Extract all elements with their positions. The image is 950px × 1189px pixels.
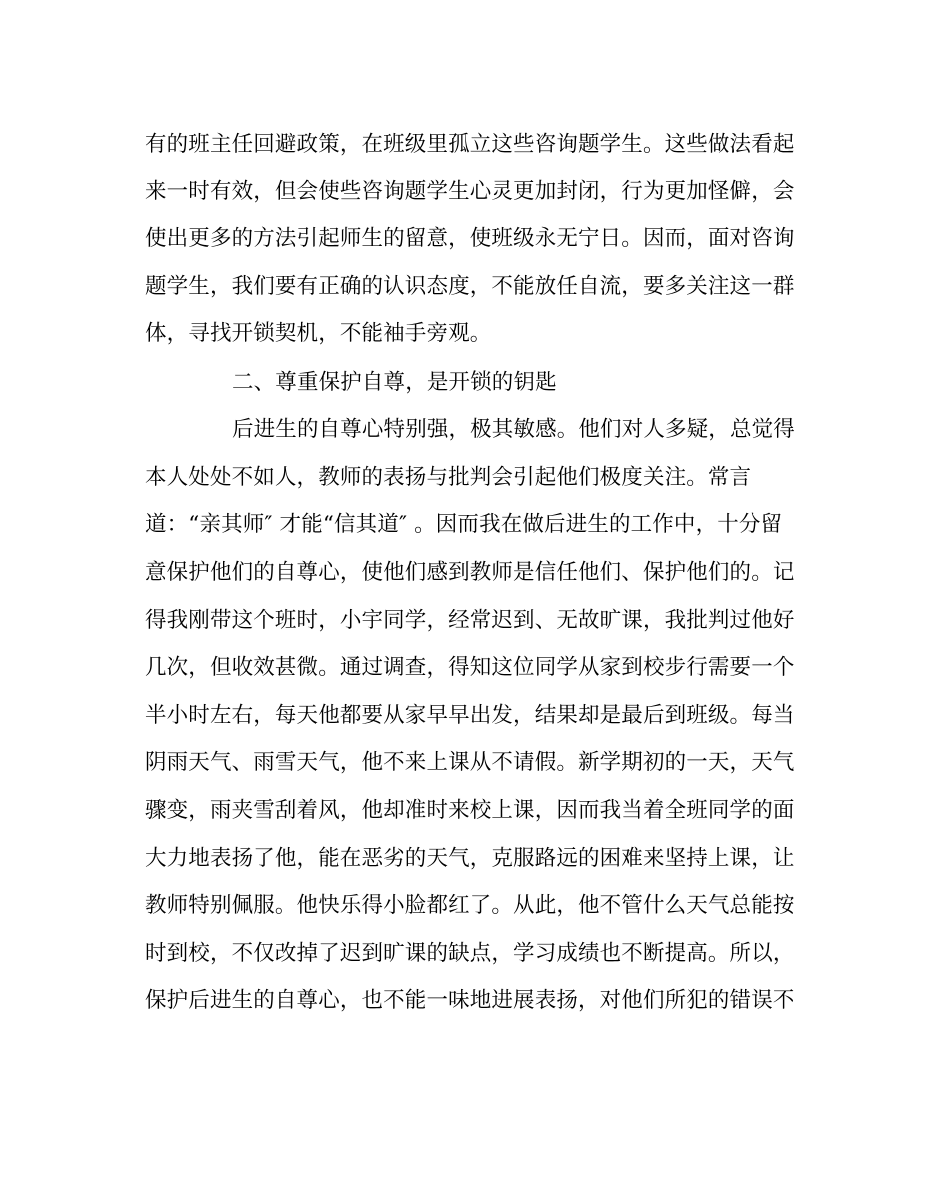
text-line-9: 道：“亲其师″ 才能“信其道″ 。因而我在做后进生的工作中，十分留 [145, 512, 783, 537]
text-line-19: 保护后进生的自尊心，也不能一味地进展表扬，对他们所犯的错误不 [145, 988, 795, 1013]
text-line-7: 后进生的自尊心特别强，极其敏感。他们对人多疑，总觉得 [232, 417, 795, 442]
text-line-16: 大力地表扬了他，能在恶劣的天气，克服路远的困难来坚持上课，让 [145, 846, 795, 871]
text-line-15: 骤变，雨夹雪刮着风，他却准时来校上课，因而我当着全班同学的面 [145, 798, 795, 823]
text-line-12: 几次，但收效甚微。通过调查，得知这位同学从家到校步行需要一个 [145, 655, 795, 680]
text-line-4: 题学生，我们要有正确的认识态度，不能放任自流，要多关注这一群 [145, 274, 795, 299]
text-line-13: 半小时左右，每天他都要从家早早出发，结果却是最后到班级。每当 [145, 703, 795, 728]
text-line-11: 得我刚带这个班时，小宇同学，经常迟到、无故旷课，我批判过他好 [145, 608, 795, 633]
section-heading: 二、尊重保护自尊，是开锁的钥匙 [232, 370, 557, 395]
text-line-8: 本人处处不如人，教师的表扬与批判会引起他们极度关注。常言 [145, 465, 752, 490]
text-line-1: 有的班主任回避政策，在班级里孤立这些咨询题学生。这些做法看起 [145, 132, 795, 157]
text-line-10: 意保护他们的自尊心，使他们感到教师是信任他们、保护他们的。记 [145, 560, 795, 585]
text-line-17: 教师特别佩服。他快乐得小脸都红了。从此，他不管什么天气总能按 [145, 893, 795, 918]
text-line-5: 体，寻找开锁契机，不能袖手旁观。 [145, 321, 492, 346]
text-line-14: 阴雨天气、雨雪天气，他不来上课从不请假。新学期初的一天，天气 [145, 750, 795, 775]
text-line-18: 时到校，不仅改掉了迟到旷课的缺点，学习成绩也不断提高。所以， [145, 941, 795, 966]
text-line-2: 来一时有效，但会使些咨询题学生心灵更加封闭，行为更加怪僻，会 [145, 179, 795, 204]
text-line-3: 使出更多的方法引起师生的留意，使班级永无宁日。因而，面对咨询 [145, 226, 795, 251]
